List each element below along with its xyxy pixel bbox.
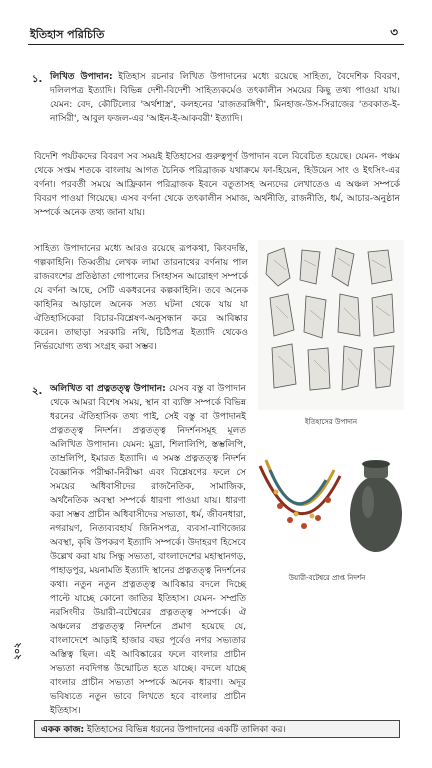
page-number: ৩: [390, 25, 398, 39]
stone-tools-illustration: [258, 240, 404, 410]
section-1-number: ১.: [32, 74, 43, 85]
section-1-heading: লিখিত উপাদান:: [50, 72, 113, 82]
section-2-heading: অলিখিত বা প্রত্নতত্ত্ব উপাদান:: [50, 384, 166, 394]
task-text: ইতিহাসের বিভিন্ন ধরনের উপাদানের একটি তালিকা কর।: [87, 725, 286, 735]
figure-1-caption: ইতিহাসের উপাদান: [304, 418, 358, 426]
literature-paragraph: সাহিত্য উপাদানের মধ্যে আরও রয়েছে রূপকথা, কিংবদন্তি, গল্পকাহিনি। তিব্বতীয় লেখক লামা তারনাথের বর্ণনায় পাল রাজবংশের প্রতিষ্ঠাতা গোপালের সিংহাসন আরোহণ সম্পর্কে যে বর্ণনা আছে, সেটি একধরনের কল্পকাহিনি। তবে অনেক কাহিনির আড়ালে অনেক সত্য ঘটনা থেকে যায় যা ঐতিহাসিকেরা বিচার-বিশ্লেষণ-অনুসন্ধান করে আবিষ্কার করেন। তাছাড়া সরকারি নথি, চিঠিপত্র ইত্যাদি থেকেও নির্ভরযোগ্য তথ্য সংগ্রহ করা সম্ভব।: [34, 244, 248, 352]
header-rule: [28, 44, 404, 45]
section-1-paragraph: [50, 70, 400, 126]
task-label: একক কাজ:: [41, 725, 85, 735]
section-2-number: ২.: [32, 386, 43, 397]
artifacts-illustration: [250, 436, 404, 568]
side-page-number: ২০২: [13, 642, 23, 660]
figure-2-caption: উয়ারী-বটেশ্বরে প্রাপ্ত নিদর্শন: [288, 574, 366, 582]
stone-tools-figure: [258, 240, 404, 410]
section-2-text: যেসব বস্তু বা উপাদান থেকে আমরা বিশেষ সময়, স্থান বা ব্যক্তি সম্পর্কে বিভিন্ন ধরনের ঐতিহাসিক তথ্য পাই, সেই বস্তু বা উপাদানই প্রত্নতত্ত্ব নিদর্শন। প্রত্নতত্ত্ব নিদর্শনসমূহ মূলত অলিখিত উপাদান। যেমন: মুদ্রা, শিলালিপি, স্তম্ভলিপি, তাম্রলিপি, ইমারত ইত্যাদি। এ সমস্ত প্রত্নতত্ত্ব নিদর্শন বৈজ্ঞানিক পরীক্ষা-নিরীক্ষা এবং বিশ্লেষণের ফলে সে সময়ের অধিবাসীদের রাজনৈতিক, সামাজিক, অর্থনৈতিক অবস্থা সম্পর্কে ধারণা পাওয়া যায়। ধারণা করা সম্ভব প্রাচীন অধিবাসীদের সভ্যতা, ধর্ম, জীবনধারা, নগরায়ণ, নিত্যব্যবহার্য জিনিসপত্র, ব্যবসা-বাণিজ্যের অবস্থা, কৃষি উপকরণ ইত্যাদি সম্পর্কে। উদাহরণ হিসেবে উল্লেখ করা যায় সিন্ধু সভ্যতা, বাংলাদেশের মহাস্থানগড়, পাহাড়পুর, ময়নামতি ইত্যাদি স্থানের প্রত্নতত্ত্ব নিদর্শনের কথা। নতুন নতুন প্রত্নতত্ত্ব আবিষ্কার বদলে দিচ্ছে পাল্টে যাচ্ছে কোনো জাতির ইতিহাস। যেমন- সম্প্রতি নরসিংদীর উয়ারী-বটেশ্বরের প্রত্নতত্ত্ব সম্পর্কে। ঐ অঞ্চলের প্রত্নতত্ত্ব নিদর্শনে প্রমাণ হয়েছে যে, বাংলাদেশে আড়াই হাজার বছর পূর্বেও নগর সভ্যতার অস্তিত্ব ছিল। এই আবিষ্কারের ফলে বাংলার প্রাচীন সভ্যতা নবদিগন্ত উন্মোচিত হতে যাচ্ছে। বদলে যাচ্ছে বাংলার প্রাচীন সভ্যতা সম্পর্কে অনেক ধারণা। অদূর ভবিষ্যতে নতুন ভাবে লিখতে হবে বাংলার প্রাচীন ইতিহাস।: [50, 384, 246, 716]
section-1-text: ইতিহাস রচনার লিখিত উপাদানের মধ্যে রয়েছে সাহিত্য, বৈদেশিক বিবরণ, দলিলপত্র ইত্যাদি। বিভিন্ন দেশী-বিদেশী সাহিত্যকর্মেও তৎকালীন সময়ের কিছু তথ্য পাওয়া যায়। যেমন: বেদ, কৌটিল্যের 'অর্থশাস্ত্র', কলহনের 'রাজতরঙ্গিণী', মিনহাজ-উস-সিরাজের 'তবকাত-ই-নাসিরী', আবুল ফজল-এর 'আইন-ই-আকবরী' ইত্যাদি।: [50, 72, 400, 124]
section-2-paragraph: [50, 382, 246, 718]
foreign-travellers-paragraph: বিদেশি পর্যটকদের বিবরণ সব সময়ই ইতিহাসের গুরুত্বপূর্ণ উপাদান বলে বিবেচিত হয়েছে। যেমন- পঞ্চম থেকে সপ্তম শতকে বাংলায় আগত চৈনিক পরিব্রাজক যথাক্রমে ফা-হিয়েন, হিউয়েন সাং ও ইৎসিং-এর বর্ণনা। পরবর্তী সময়ে আফ্রিকান পরিব্রাজক ইবনে বতুতাসহ অন্যদের লেখাতেও এ অঞ্চল সম্পর্কে বিবরণ পাওয়া গিয়েছে। এসব বর্ণনা থেকে তৎকালীন সমাজ, অর্থনীতি, রাজনীতি, ধর্ম, আচার-অনুষ্ঠান সম্পর্কে অনেক তথ্য জানা যায়।: [34, 152, 400, 218]
wari-bateshwar-figure: [250, 436, 404, 568]
running-header-title: ইতিহাস পরিচিতি: [30, 28, 105, 41]
individual-task-box: [34, 720, 400, 738]
